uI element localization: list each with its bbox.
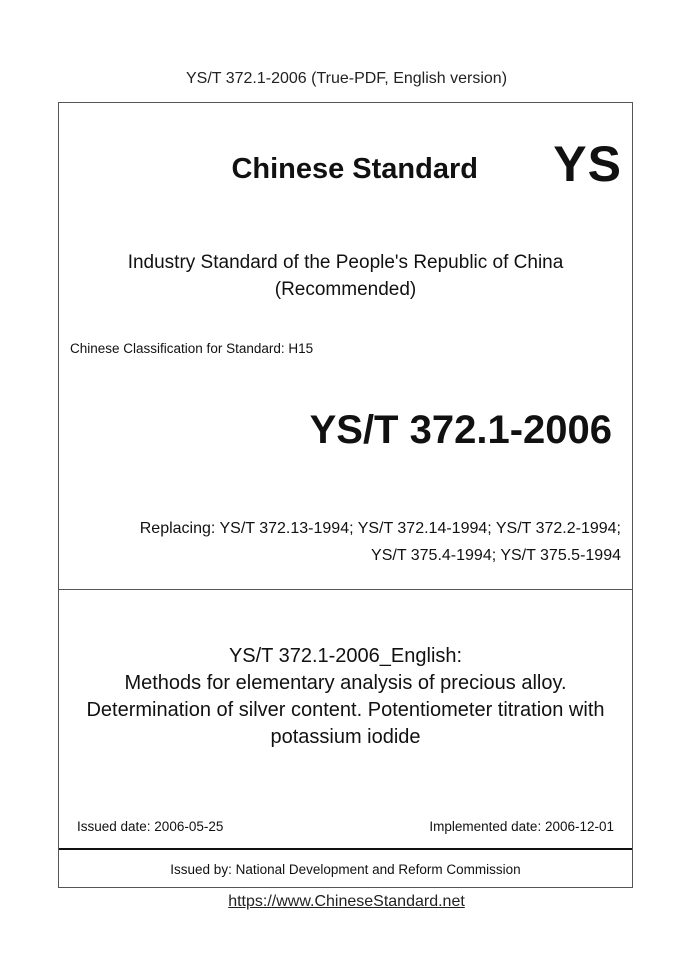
title-line: YS/T 372.1-2006_English: (228, 645, 463, 667)
document-caption: YS/T 372.1-2006 (True-PDF, English version) (185, 70, 508, 87)
industry-standard-heading (59, 249, 632, 303)
replacing-line: Replacing: YS/T 372.13-1994; YS/T 372.14-1994; YS/T 372.2-1994; (139, 520, 621, 537)
cover-frame (58, 102, 633, 888)
standard-number: YS/T 372.1-2006 (309, 408, 612, 452)
issuer-section (59, 849, 632, 888)
website-link[interactable]: https://www.ChineseStandard.net (228, 893, 465, 910)
category-code: YS (553, 136, 622, 192)
brand-title: Chinese Standard (231, 153, 478, 185)
cover-header-section (59, 103, 632, 590)
title-line: potassium iodide (270, 726, 421, 748)
implemented-date: Implemented date: 2006-12-01 (429, 819, 614, 834)
recommended-line: (Recommended) (274, 279, 417, 300)
issued-by: Issued by: National Development and Reform Commission (170, 862, 521, 877)
title-line: Determination of silver content. Potentiometer titration with (86, 699, 605, 721)
replacing-line: YS/T 375.4-1994; YS/T 375.5-1994 (371, 547, 621, 564)
document-title (65, 643, 626, 751)
title-section (59, 590, 632, 849)
title-line: Methods for elementary analysis of precious alloy. (124, 672, 567, 694)
classification-text: Chinese Classification for Standard: H15 (70, 341, 314, 356)
issued-date: Issued date: 2006-05-25 (77, 819, 224, 834)
industry-line: Industry Standard of the People's Republic of China (127, 252, 564, 273)
replacing-standards (81, 515, 621, 569)
